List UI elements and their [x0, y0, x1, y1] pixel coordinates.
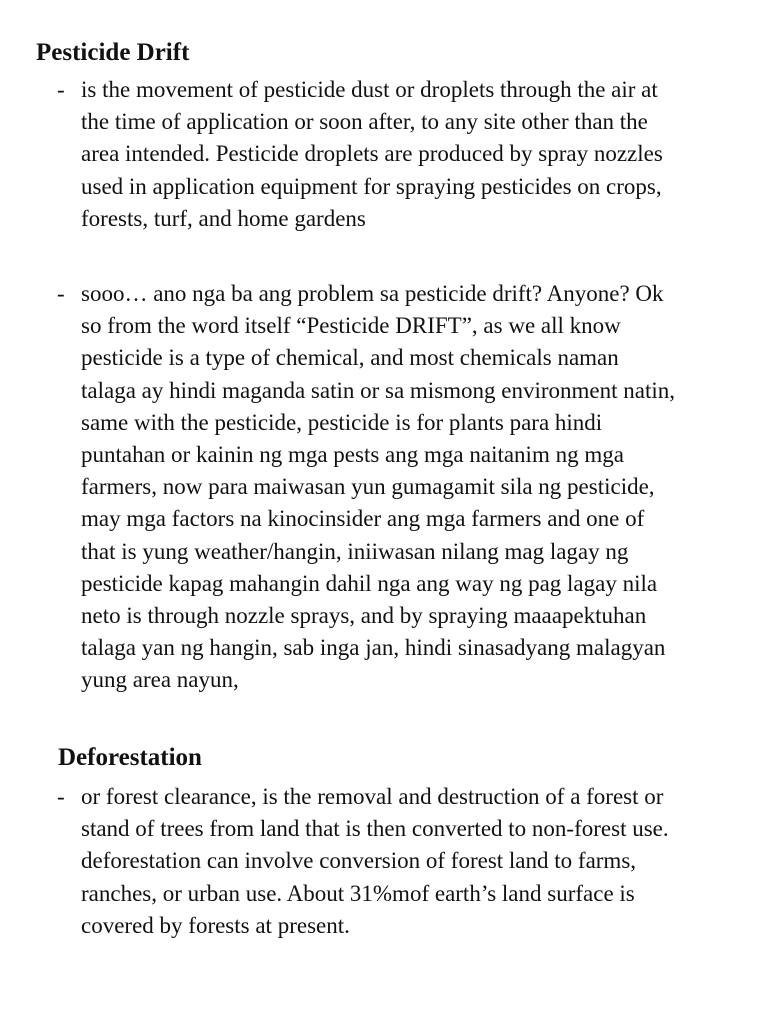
text-line: pesticide kapag mahangin dahil nga ang way ng pag lagay nila	[81, 570, 658, 596]
text-line: or forest clearance, is the removal and destruction of a forest or	[81, 784, 664, 809]
text-line: may mga factors na kinocinsider ang mga farmers and one of	[81, 506, 645, 532]
text-line: the time of application or soon after, to any site other than the	[81, 109, 648, 135]
text-line: talaga yan ng hangin, sab inga jan, hindi sinasadyang malagyan	[81, 635, 666, 661]
text-line: stand of trees from land that is then converted to non-forest use.	[81, 816, 669, 842]
text-line: neto is through nozzle sprays, and by spraying maaapektuhan	[81, 603, 647, 629]
bullet-pesticide-drift-definition	[57, 74, 747, 235]
text-line: is the movement of pesticide dust or droplets through the air at	[81, 77, 658, 102]
text-line: same with the pesticide, pesticide is for plants para hindi	[81, 409, 603, 435]
text-line: talaga ay hindi maganda satin or sa mismong environment natin,	[81, 377, 676, 403]
text-line: covered by forests at present.	[81, 912, 350, 938]
text-line: ranches, or urban use. About 31%mof earth’s land surface is	[81, 880, 635, 906]
text-line: deforestation can involve conversion of forest land to farms,	[81, 848, 637, 874]
bullet-dash: -	[57, 784, 65, 809]
text-line: puntahan or kainin ng mga pests ang mga naitanim ng mga	[81, 442, 624, 468]
text-line: area intended. Pesticide droplets are produced by spray nozzles	[81, 141, 663, 167]
bullet-dash: -	[57, 77, 65, 102]
text-line: used in application equipment for spraying pesticides on crops,	[81, 173, 662, 199]
text-line: that is yung weather/hangin, iniiwasan nilang mag lagay ng	[81, 538, 629, 564]
bullet-dash: -	[57, 281, 65, 306]
text-line: yung area nayun,	[81, 667, 239, 693]
text-line: pesticide is a type of chemical, and most chemicals naman	[81, 345, 619, 371]
bullet-text	[81, 278, 747, 697]
bullet-deforestation-definition	[57, 781, 747, 942]
text-line: forests, turf, and home gardens	[81, 205, 366, 231]
section-heading-pesticide-drift: Pesticide Drift	[36, 39, 190, 66]
bullet-text	[81, 74, 747, 235]
text-line: sooo… ano nga ba ang problem sa pesticide drift? Anyone? Ok	[81, 281, 664, 306]
text-line: farmers, now para maiwasan yun gumagamit sila ng pesticide,	[81, 474, 655, 500]
text-line: so from the word itself “Pesticide DRIFT”, as we all know	[81, 313, 621, 339]
section-heading-deforestation: Deforestation	[58, 744, 202, 771]
bullet-pesticide-drift-explanation	[57, 278, 747, 697]
bullet-text	[81, 781, 747, 942]
